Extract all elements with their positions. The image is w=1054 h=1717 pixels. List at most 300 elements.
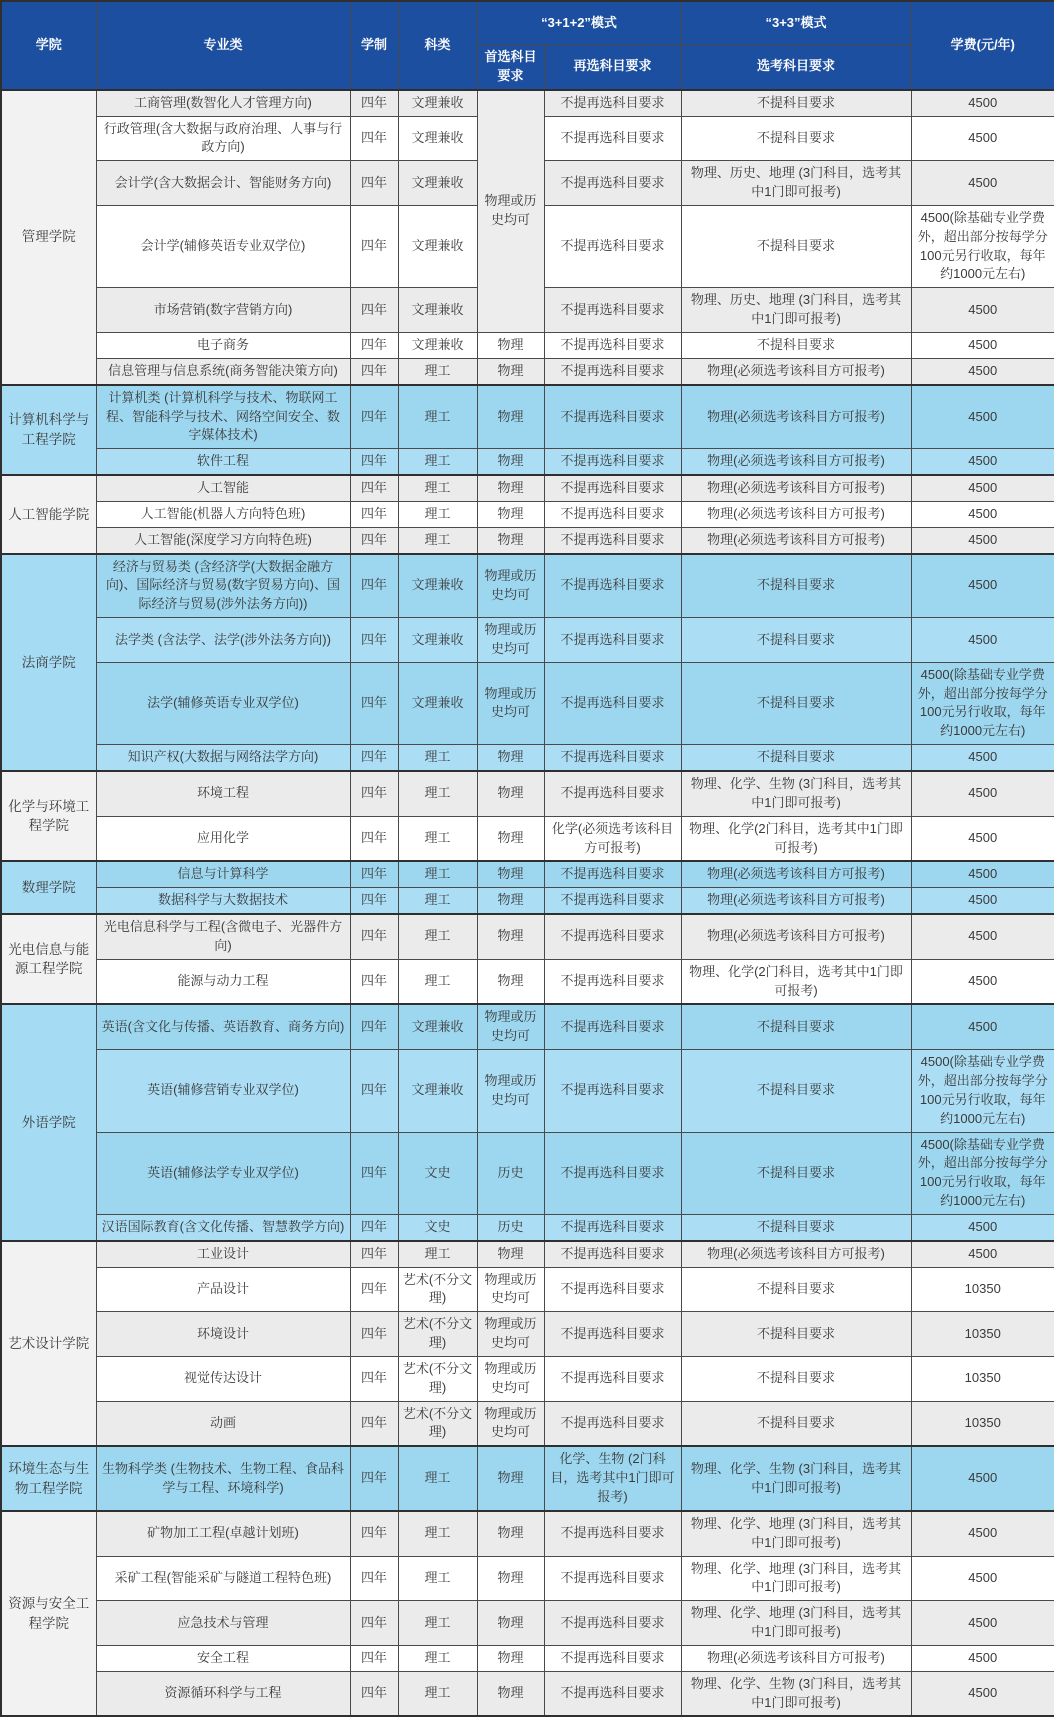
first-choice-cell: 物理 (477, 1446, 544, 1511)
elective-cell: 物理(必须选考该科目方可报考) (681, 527, 911, 553)
subject-type-cell: 理工 (398, 449, 477, 475)
tuition-cell: 4500 (911, 1556, 1054, 1601)
table-row (1, 771, 1054, 816)
table-row (1, 888, 1054, 914)
major-cell: 电子商务 (96, 332, 350, 358)
subject-type-cell: 理工 (398, 1671, 477, 1716)
subject-type-cell: 文理兼收 (398, 90, 477, 116)
tuition-cell: 4500 (911, 527, 1054, 553)
subject-type-cell: 理工 (398, 385, 477, 449)
elective-cell: 物理、化学(2门科目，选考其中1门即可报考) (681, 959, 911, 1004)
table-row (1, 385, 1054, 449)
second-choice-cell: 不提再选科目要求 (544, 449, 681, 475)
second-choice-cell: 不提再选科目要求 (544, 1556, 681, 1601)
college-cell: 人工智能学院 (1, 475, 96, 554)
elective-cell: 不提科目要求 (681, 1004, 911, 1049)
elective-cell: 物理(必须选考该科目方可报考) (681, 914, 911, 959)
subject-type-cell: 理工 (398, 1645, 477, 1671)
second-choice-cell: 不提再选科目要求 (544, 1214, 681, 1240)
tuition-cell: 4500 (911, 1645, 1054, 1671)
tuition-cell: 10350 (911, 1267, 1054, 1312)
duration-cell: 四年 (350, 1004, 398, 1049)
first-choice-cell: 物理 (477, 449, 544, 475)
first-choice-cell: 物理 (477, 385, 544, 449)
duration-cell: 四年 (350, 1312, 398, 1357)
subject-type-cell: 理工 (398, 771, 477, 816)
elective-cell: 物理、化学、地理 (3门科目，选考其中1门即可报考) (681, 1556, 911, 1601)
subject-type-cell: 艺术(不分文理) (398, 1267, 477, 1312)
second-choice-cell: 不提再选科目要求 (544, 554, 681, 618)
second-choice-cell: 不提再选科目要求 (544, 358, 681, 384)
first-choice-cell: 物理 (477, 914, 544, 959)
tuition-cell: 4500 (911, 501, 1054, 527)
major-cell: 知识产权(大数据与网络法学方向) (96, 745, 350, 771)
subject-type-cell: 理工 (398, 1556, 477, 1601)
subject-type-cell: 文理兼收 (398, 288, 477, 333)
tuition-cell: 4500 (911, 914, 1054, 959)
table-row (1, 1312, 1054, 1357)
tuition-cell: 10350 (911, 1401, 1054, 1446)
tuition-cell: 4500 (911, 1241, 1054, 1267)
major-cell: 环境设计 (96, 1312, 350, 1357)
major-cell: 工业设计 (96, 1241, 350, 1267)
second-choice-cell: 不提再选科目要求 (544, 1241, 681, 1267)
duration-cell: 四年 (350, 1401, 398, 1446)
tuition-cell: 4500 (911, 1214, 1054, 1240)
duration-cell: 四年 (350, 771, 398, 816)
duration-cell: 四年 (350, 116, 398, 161)
table-row (1, 861, 1054, 887)
major-cell: 软件工程 (96, 449, 350, 475)
subject-type-cell: 理工 (398, 914, 477, 959)
first-choice-cell: 物理 (477, 1241, 544, 1267)
subject-type-cell: 文理兼收 (398, 332, 477, 358)
second-choice-cell: 不提再选科目要求 (544, 161, 681, 206)
second-choice-cell: 不提再选科目要求 (544, 1645, 681, 1671)
subject-type-cell: 艺术(不分文理) (398, 1312, 477, 1357)
tuition-cell: 4500(除基础专业学费外，超出部分按每学分100元另行收取，每年约1000元左右) (911, 1050, 1054, 1132)
major-cell: 资源循环科学与工程 (96, 1671, 350, 1716)
tuition-cell: 4500 (911, 358, 1054, 384)
first-choice-cell: 物理或历史均可 (477, 90, 544, 333)
major-cell: 应急技术与管理 (96, 1601, 350, 1646)
elective-cell: 物理、历史、地理 (3门科目，选考其中1门即可报考) (681, 288, 911, 333)
elective-cell: 不提科目要求 (681, 554, 911, 618)
elective-cell: 物理(必须选考该科目方可报考) (681, 861, 911, 887)
table-row (1, 914, 1054, 959)
tuition-cell: 4500 (911, 771, 1054, 816)
second-choice-cell: 不提再选科目要求 (544, 662, 681, 744)
duration-cell: 四年 (350, 1601, 398, 1646)
header-subject-type: 科类 (398, 1, 477, 90)
table-row (1, 1601, 1054, 1646)
tuition-cell: 4500 (911, 475, 1054, 501)
duration-cell: 四年 (350, 1132, 398, 1214)
first-choice-cell: 物理 (477, 1511, 544, 1556)
elective-cell: 不提科目要求 (681, 618, 911, 663)
duration-cell: 四年 (350, 662, 398, 744)
subject-type-cell: 理工 (398, 475, 477, 501)
major-cell: 安全工程 (96, 1645, 350, 1671)
tuition-cell: 4500 (911, 554, 1054, 618)
first-choice-cell: 物理或历史均可 (477, 618, 544, 663)
major-cell: 应用化学 (96, 816, 350, 861)
subject-type-cell: 理工 (398, 888, 477, 914)
major-cell: 数据科学与大数据技术 (96, 888, 350, 914)
first-choice-cell: 物理或历史均可 (477, 1004, 544, 1049)
elective-cell: 物理(必须选考该科目方可报考) (681, 1645, 911, 1671)
subject-type-cell: 理工 (398, 358, 477, 384)
first-choice-cell: 物理 (477, 1601, 544, 1646)
tuition-cell: 4500(除基础专业学费外，超出部分按每学分100元另行收取，每年约1000元左右) (911, 662, 1054, 744)
elective-cell: 物理(必须选考该科目方可报考) (681, 888, 911, 914)
header-duration: 学制 (350, 1, 398, 90)
table-row (1, 1511, 1054, 1556)
duration-cell: 四年 (350, 554, 398, 618)
second-choice-cell: 不提再选科目要求 (544, 745, 681, 771)
tuition-cell: 4500 (911, 116, 1054, 161)
first-choice-cell: 物理 (477, 1556, 544, 1601)
major-cell: 会计学(含大数据会计、智能财务方向) (96, 161, 350, 206)
elective-cell: 物理、化学、生物 (3门科目，选考其中1门即可报考) (681, 1446, 911, 1511)
subject-type-cell: 理工 (398, 527, 477, 553)
tuition-cell: 4500 (911, 161, 1054, 206)
subject-type-cell: 文理兼收 (398, 662, 477, 744)
college-cell: 法商学院 (1, 554, 96, 771)
elective-cell: 不提科目要求 (681, 1356, 911, 1401)
header-major: 专业类 (96, 1, 350, 90)
subject-type-cell: 文史 (398, 1214, 477, 1240)
tuition-cell: 4500 (911, 816, 1054, 861)
table-row (1, 1050, 1054, 1132)
elective-cell: 物理(必须选考该科目方可报考) (681, 449, 911, 475)
first-choice-cell: 物理 (477, 332, 544, 358)
first-choice-cell: 物理或历史均可 (477, 1401, 544, 1446)
elective-cell: 不提科目要求 (681, 332, 911, 358)
subject-type-cell: 理工 (398, 1446, 477, 1511)
table-row (1, 90, 1054, 116)
elective-cell: 物理(必须选考该科目方可报考) (681, 475, 911, 501)
second-choice-cell: 不提再选科目要求 (544, 1401, 681, 1446)
first-choice-cell: 物理或历史均可 (477, 554, 544, 618)
duration-cell: 四年 (350, 501, 398, 527)
elective-cell: 不提科目要求 (681, 1132, 911, 1214)
subject-type-cell: 文史 (398, 1132, 477, 1214)
duration-cell: 四年 (350, 1511, 398, 1556)
table-row (1, 501, 1054, 527)
first-choice-cell: 物理 (477, 1645, 544, 1671)
major-cell: 市场营销(数字营销方向) (96, 288, 350, 333)
first-choice-cell: 历史 (477, 1214, 544, 1240)
tuition-cell: 10350 (911, 1356, 1054, 1401)
duration-cell: 四年 (350, 358, 398, 384)
table-row (1, 1645, 1054, 1671)
tuition-cell: 4500 (911, 745, 1054, 771)
second-choice-cell: 化学、生物 (2门科目，选考其中1门即可报考) (544, 1446, 681, 1511)
elective-cell: 不提科目要求 (681, 1214, 911, 1240)
major-cell: 英语(含文化与传播、英语教育、商务方向) (96, 1004, 350, 1049)
subject-type-cell: 理工 (398, 816, 477, 861)
duration-cell: 四年 (350, 861, 398, 887)
first-choice-cell: 物理 (477, 358, 544, 384)
tuition-cell: 4500 (911, 1004, 1054, 1049)
subject-type-cell: 文理兼收 (398, 1050, 477, 1132)
header-mode-312: “3+1+2”模式 (477, 1, 681, 45)
elective-cell: 物理、化学、生物 (3门科目，选考其中1门即可报考) (681, 771, 911, 816)
duration-cell: 四年 (350, 1671, 398, 1716)
table-row (1, 1671, 1054, 1716)
elective-cell: 不提科目要求 (681, 1050, 911, 1132)
tuition-cell: 4500 (911, 385, 1054, 449)
first-choice-cell: 物理或历史均可 (477, 1356, 544, 1401)
duration-cell: 四年 (350, 527, 398, 553)
duration-cell: 四年 (350, 914, 398, 959)
elective-cell: 物理、化学(2门科目，选考其中1门即可报考) (681, 816, 911, 861)
elective-cell: 物理(必须选考该科目方可报考) (681, 358, 911, 384)
major-cell: 英语(辅修营销专业双学位) (96, 1050, 350, 1132)
major-cell: 工商管理(数智化人才管理方向) (96, 90, 350, 116)
subject-type-cell: 艺术(不分文理) (398, 1401, 477, 1446)
subject-type-cell: 理工 (398, 1511, 477, 1556)
second-choice-cell: 不提再选科目要求 (544, 1132, 681, 1214)
second-choice-cell: 化学(必须选考该科目方可报考) (544, 816, 681, 861)
college-cell: 光电信息与能源工程学院 (1, 914, 96, 1004)
tuition-cell: 4500 (911, 288, 1054, 333)
first-choice-cell: 物理或历史均可 (477, 1050, 544, 1132)
duration-cell: 四年 (350, 205, 398, 287)
subject-type-cell: 理工 (398, 861, 477, 887)
second-choice-cell: 不提再选科目要求 (544, 861, 681, 887)
duration-cell: 四年 (350, 745, 398, 771)
college-cell: 管理学院 (1, 90, 96, 385)
table-row (1, 959, 1054, 1004)
major-cell: 视觉传达设计 (96, 1356, 350, 1401)
major-cell: 人工智能(深度学习方向特色班) (96, 527, 350, 553)
tuition-cell: 4500 (911, 332, 1054, 358)
major-cell: 人工智能 (96, 475, 350, 501)
table-header (1, 1, 1054, 90)
first-choice-cell: 物理 (477, 959, 544, 1004)
duration-cell: 四年 (350, 1556, 398, 1601)
subject-type-cell: 文理兼收 (398, 116, 477, 161)
elective-cell: 不提科目要求 (681, 1267, 911, 1312)
table-row (1, 449, 1054, 475)
first-choice-cell: 物理或历史均可 (477, 1267, 544, 1312)
duration-cell: 四年 (350, 288, 398, 333)
first-choice-cell: 物理 (477, 1671, 544, 1716)
duration-cell: 四年 (350, 959, 398, 1004)
elective-cell: 不提科目要求 (681, 205, 911, 287)
college-cell: 数理学院 (1, 861, 96, 914)
header-tuition: 学费(元/年) (911, 1, 1054, 90)
table-row (1, 475, 1054, 501)
duration-cell: 四年 (350, 161, 398, 206)
header-second-choice: 再选科目要求 (544, 45, 681, 90)
second-choice-cell: 不提再选科目要求 (544, 618, 681, 663)
major-cell: 信息与计算科学 (96, 861, 350, 887)
tuition-cell: 4500 (911, 449, 1054, 475)
college-cell: 外语学院 (1, 1004, 96, 1240)
table-row (1, 1241, 1054, 1267)
duration-cell: 四年 (350, 816, 398, 861)
major-cell: 环境工程 (96, 771, 350, 816)
subject-type-cell: 文理兼收 (398, 161, 477, 206)
duration-cell: 四年 (350, 888, 398, 914)
duration-cell: 四年 (350, 1050, 398, 1132)
header-college: 学院 (1, 1, 96, 90)
header-elective: 选考科目要求 (681, 45, 911, 90)
subject-type-cell: 艺术(不分文理) (398, 1356, 477, 1401)
table-row (1, 662, 1054, 744)
major-cell: 计算机类 (计算机科学与技术、物联网工程、智能科学与技术、网络空间安全、数字媒体技术) (96, 385, 350, 449)
table-row (1, 1004, 1054, 1049)
first-choice-cell: 物理 (477, 745, 544, 771)
second-choice-cell: 不提再选科目要求 (544, 116, 681, 161)
table-row (1, 358, 1054, 384)
tuition-cell: 4500 (911, 1601, 1054, 1646)
second-choice-cell: 不提再选科目要求 (544, 288, 681, 333)
college-cell: 艺术设计学院 (1, 1241, 96, 1447)
table-row (1, 1556, 1054, 1601)
elective-cell: 不提科目要求 (681, 1312, 911, 1357)
tuition-cell: 4500 (911, 1671, 1054, 1716)
table-row (1, 1356, 1054, 1401)
second-choice-cell: 不提再选科目要求 (544, 385, 681, 449)
tuition-cell: 4500 (911, 90, 1054, 116)
elective-cell: 物理、化学、地理 (3门科目，选考其中1门即可报考) (681, 1601, 911, 1646)
subject-type-cell: 文理兼收 (398, 554, 477, 618)
second-choice-cell: 不提再选科目要求 (544, 1004, 681, 1049)
college-cell: 化学与环境工程学院 (1, 771, 96, 861)
second-choice-cell: 不提再选科目要求 (544, 332, 681, 358)
elective-cell: 物理(必须选考该科目方可报考) (681, 385, 911, 449)
second-choice-cell: 不提再选科目要求 (544, 205, 681, 287)
second-choice-cell: 不提再选科目要求 (544, 1511, 681, 1556)
duration-cell: 四年 (350, 1241, 398, 1267)
subject-type-cell: 理工 (398, 745, 477, 771)
first-choice-cell: 物理或历史均可 (477, 662, 544, 744)
first-choice-cell: 物理 (477, 527, 544, 553)
table-row (1, 1446, 1054, 1511)
major-cell: 光电信息科学与工程(含微电子、光器件方向) (96, 914, 350, 959)
first-choice-cell: 物理 (477, 888, 544, 914)
major-cell: 汉语国际教育(含文化传播、智慧教学方向) (96, 1214, 350, 1240)
header-first-choice: 首选科目要求 (477, 45, 544, 90)
tuition-cell: 4500 (911, 1511, 1054, 1556)
first-choice-cell: 历史 (477, 1132, 544, 1214)
duration-cell: 四年 (350, 1645, 398, 1671)
second-choice-cell: 不提再选科目要求 (544, 771, 681, 816)
first-choice-cell: 物理 (477, 501, 544, 527)
major-cell: 能源与动力工程 (96, 959, 350, 1004)
subject-type-cell: 文理兼收 (398, 205, 477, 287)
subject-type-cell: 理工 (398, 959, 477, 1004)
second-choice-cell: 不提再选科目要求 (544, 914, 681, 959)
subject-type-cell: 文理兼收 (398, 618, 477, 663)
second-choice-cell: 不提再选科目要求 (544, 1267, 681, 1312)
table-row (1, 816, 1054, 861)
major-cell: 采矿工程(智能采矿与隧道工程特色班) (96, 1556, 350, 1601)
tuition-cell: 4500(除基础专业学费外，超出部分按每学分100元另行收取，每年约1000元左右) (911, 205, 1054, 287)
major-cell: 信息管理与信息系统(商务智能决策方向) (96, 358, 350, 384)
tuition-cell: 4500(除基础专业学费外，超出部分按每学分100元另行收取，每年约1000元左右) (911, 1132, 1054, 1214)
first-choice-cell: 物理 (477, 816, 544, 861)
second-choice-cell: 不提再选科目要求 (544, 1050, 681, 1132)
table-row (1, 618, 1054, 663)
elective-cell: 物理(必须选考该科目方可报考) (681, 501, 911, 527)
table-body (1, 90, 1054, 1717)
second-choice-cell: 不提再选科目要求 (544, 1671, 681, 1716)
major-cell: 生物科学类 (生物技术、生物工程、食品科学与工程、环境科学) (96, 1446, 350, 1511)
elective-cell: 不提科目要求 (681, 116, 911, 161)
elective-cell: 不提科目要求 (681, 90, 911, 116)
second-choice-cell: 不提再选科目要求 (544, 527, 681, 553)
major-cell: 法学类 (含法学、法学(涉外法务方向)) (96, 618, 350, 663)
major-cell: 矿物加工工程(卓越计划班) (96, 1511, 350, 1556)
table-row (1, 745, 1054, 771)
first-choice-cell: 物理或历史均可 (477, 1312, 544, 1357)
duration-cell: 四年 (350, 1214, 398, 1240)
elective-cell: 不提科目要求 (681, 1401, 911, 1446)
second-choice-cell: 不提再选科目要求 (544, 90, 681, 116)
table-row (1, 332, 1054, 358)
table-row (1, 527, 1054, 553)
major-cell: 经济与贸易类 (含经济学(大数据金融方向)、国际经济与贸易(数字贸易方向)、国际经济与贸易(涉外法务方向)) (96, 554, 350, 618)
second-choice-cell: 不提再选科目要求 (544, 1356, 681, 1401)
tuition-cell: 4500 (911, 618, 1054, 663)
table-row (1, 554, 1054, 618)
elective-cell: 物理、历史、地理 (3门科目，选考其中1门即可报考) (681, 161, 911, 206)
second-choice-cell: 不提再选科目要求 (544, 959, 681, 1004)
elective-cell: 不提科目要求 (681, 745, 911, 771)
duration-cell: 四年 (350, 1356, 398, 1401)
duration-cell: 四年 (350, 385, 398, 449)
first-choice-cell: 物理 (477, 475, 544, 501)
duration-cell: 四年 (350, 475, 398, 501)
duration-cell: 四年 (350, 90, 398, 116)
duration-cell: 四年 (350, 332, 398, 358)
subject-type-cell: 理工 (398, 1601, 477, 1646)
duration-cell: 四年 (350, 449, 398, 475)
tuition-cell: 4500 (911, 861, 1054, 887)
first-choice-cell: 物理 (477, 771, 544, 816)
table-row (1, 1267, 1054, 1312)
table-row (1, 1401, 1054, 1446)
major-cell: 动画 (96, 1401, 350, 1446)
header-row-1 (1, 1, 1054, 45)
major-cell: 英语(辅修法学专业双学位) (96, 1132, 350, 1214)
elective-cell: 物理、化学、地理 (3门科目，选考其中1门即可报考) (681, 1511, 911, 1556)
elective-cell: 物理、化学、生物 (3门科目，选考其中1门即可报考) (681, 1671, 911, 1716)
major-cell: 人工智能(机器人方向特色班) (96, 501, 350, 527)
college-cell: 资源与安全工程学院 (1, 1511, 96, 1717)
major-cell: 会计学(辅修英语专业双学位) (96, 205, 350, 287)
tuition-cell: 4500 (911, 888, 1054, 914)
table-row (1, 1214, 1054, 1240)
tuition-cell: 4500 (911, 1446, 1054, 1511)
tuition-cell: 4500 (911, 959, 1054, 1004)
second-choice-cell: 不提再选科目要求 (544, 475, 681, 501)
elective-cell: 不提科目要求 (681, 662, 911, 744)
subject-type-cell: 文理兼收 (398, 1004, 477, 1049)
second-choice-cell: 不提再选科目要求 (544, 501, 681, 527)
college-cell: 环境生态与生物工程学院 (1, 1446, 96, 1511)
tuition-cell: 10350 (911, 1312, 1054, 1357)
second-choice-cell: 不提再选科目要求 (544, 1601, 681, 1646)
college-cell: 计算机科学与工程学院 (1, 385, 96, 475)
duration-cell: 四年 (350, 1267, 398, 1312)
subject-type-cell: 理工 (398, 1241, 477, 1267)
